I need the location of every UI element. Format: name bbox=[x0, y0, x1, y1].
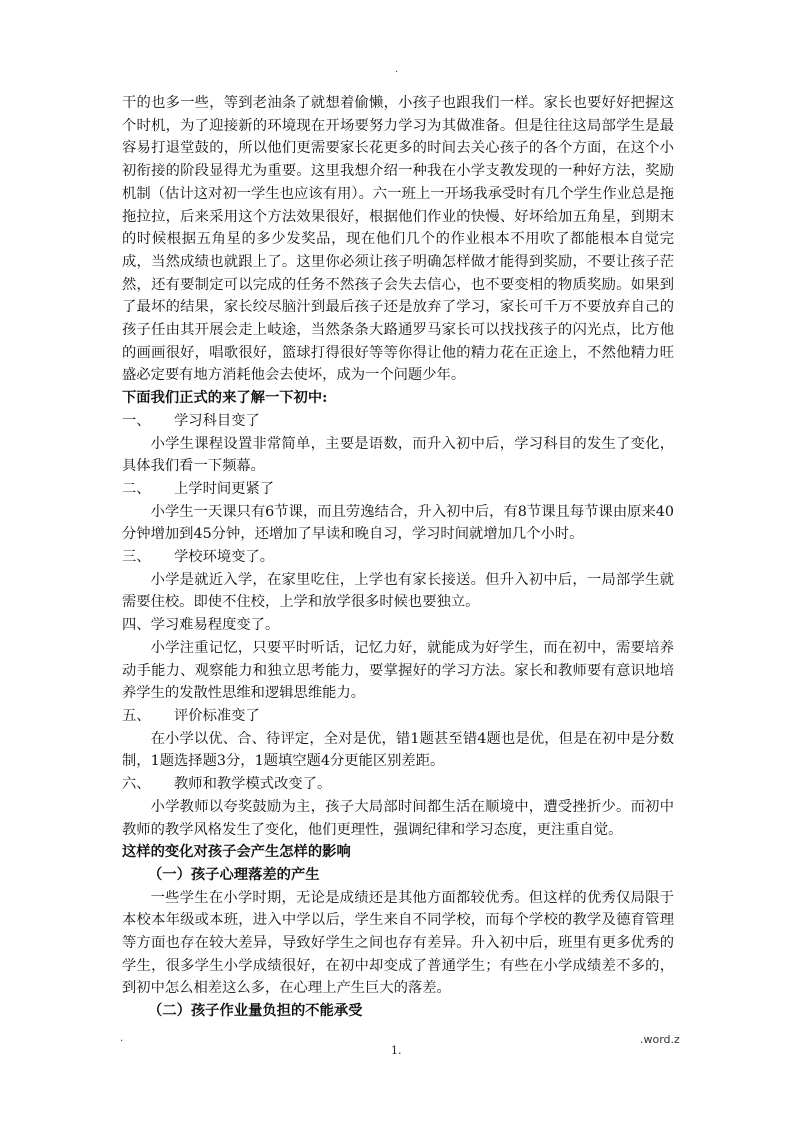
item-heading: 六、 教师和教学模式改变了。 bbox=[122, 776, 332, 793]
subsection-1-text: 一些学生在小学时期，无论是成绩还是其他方面都较优秀。但这样的优秀仅局限于本校本年级或本班，进入中学以后，学生来自不同学校，而每个学校的教学及德育管理等方面也存在较大差异，导致好学生之间也存有差异。升入初中后，班里有更多优秀的学生，很多学生小学成绩很好，在初中却变成了普通学生；有些在小学成绩差不多的，到初中怎么相差这么多，在心理上产生巨大的落差。 bbox=[122, 889, 674, 997]
impact-heading: 这样的变化对孩子会产生怎样的影响 bbox=[122, 844, 351, 861]
item-heading: 三、 学校环境变了。 bbox=[122, 549, 275, 566]
subsection-1-title: （一）孩子心理落差的产生 bbox=[148, 866, 320, 883]
item-2 bbox=[122, 478, 674, 546]
item-6 bbox=[122, 773, 674, 841]
item-heading: 一、 学习科目变了 bbox=[122, 412, 260, 429]
item-text: 小学生一天课只有6节课，而且劳逸结合，升入初中后，有8节课且每节课由原来40分钟增加到45分钟，还增加了早读和晚自习，学习时间就增加几个小时。 bbox=[122, 503, 674, 543]
item-heading: 四、学习难易程度变了。 bbox=[122, 617, 280, 634]
item-1 bbox=[122, 410, 674, 478]
item-3 bbox=[122, 546, 674, 614]
item-text: 小学是就近入学，在家里吃住，上学也有家长接送。但升入初中后，一局部学生就需要住校。即使不住校，上学和放学很多时候也要独立。 bbox=[122, 571, 674, 611]
intro-paragraph: 干的也多一些，等到老油条了就想着偷懒，小孩子也跟我们一样。家长也要好好把握这个时机，为了迎接新的环境现在开场要努力学习为其做准备。但是往往这局部学生是最容易打退堂鼓的，所以他们更需要家长花更多的时间去关心孩子的各个方面，在这个小初衔接的阶段显得尤为重要。这里我想介绍一种我在小学支教发现的一种好方法，奖励机制（估计这对初一学生也应该有用）。六一班上一开场我承受时有几个学生作业总是拖拖拉拉，后来采用这个方法效果很好，根据他们作业的快慢、好坏给加五角星，到期末的时候根据五角星的多少发奖品，现在他们几个的作业根本不用吹了都能根本自觉完成，当然成绩也就跟上了。这里你必须让孩子明确怎样做才能得到奖励，不要让孩子茫然，还有要制定可以完成的任务不然孩子会失去信心，也不要变相的物质奖励。如果到了最坏的结果，家长绞尽脑汁到最后孩子还是放弃了学习，家长可千万不要放弃自己的孩子任由其开展会走上岐途，当然条条大路通罗马家长可以找找孩子的闪光点，比方他的画画很好，唱歌很好，篮球打得很好等等你得让他的精力花在正途上，不然他精力旺盛必定要有地方消耗他会去使坏，成为一个问题少年。 bbox=[122, 95, 674, 384]
item-text: 小学生课程设置非常简单，主要是语数，而升入初中后，学习科目的发生了变化，具体我们看一下频幕。 bbox=[122, 435, 674, 475]
footer-word-mark: .word.z bbox=[640, 1033, 680, 1046]
item-heading: 五、 评价标准变了 bbox=[122, 707, 260, 724]
header-dot: . bbox=[395, 64, 399, 75]
item-5 bbox=[122, 705, 674, 773]
item-text: 小学注重记忆，只要平时听话，记忆力好，就能成为好学生，而在初中，需要培养动手能力、观察能力和独立思考能力，要掌握好的学习方法。家长和教师要有意识地培养学生的发散性思维和逻辑思维能力。 bbox=[122, 639, 674, 702]
item-text: 在小学以优、合、待评定，全对是优，错1题甚至错4题也是优，但是在初中是分数制，1题选择题3分，1题填空题4分更能区别差距。 bbox=[122, 730, 674, 770]
item-text: 小学教师以夸奖鼓励为主，孩子大局部时间都生活在顺境中，遭受挫折少。而初中教师的教学风格发生了变化，他们更理性，强调纪律和学习态度，更注重自觉。 bbox=[122, 798, 674, 838]
section-heading: 下面我们正式的来了解一下初中: bbox=[122, 390, 328, 407]
item-4 bbox=[122, 614, 674, 705]
subsection-2-title: （二）孩子作业量负担的不能承受 bbox=[148, 1003, 363, 1020]
item-heading: 二、 上学时间更紧了 bbox=[122, 480, 275, 497]
footer-dot: . bbox=[120, 1033, 124, 1044]
page-number: 1. bbox=[391, 1044, 402, 1057]
document-body bbox=[122, 92, 674, 1023]
